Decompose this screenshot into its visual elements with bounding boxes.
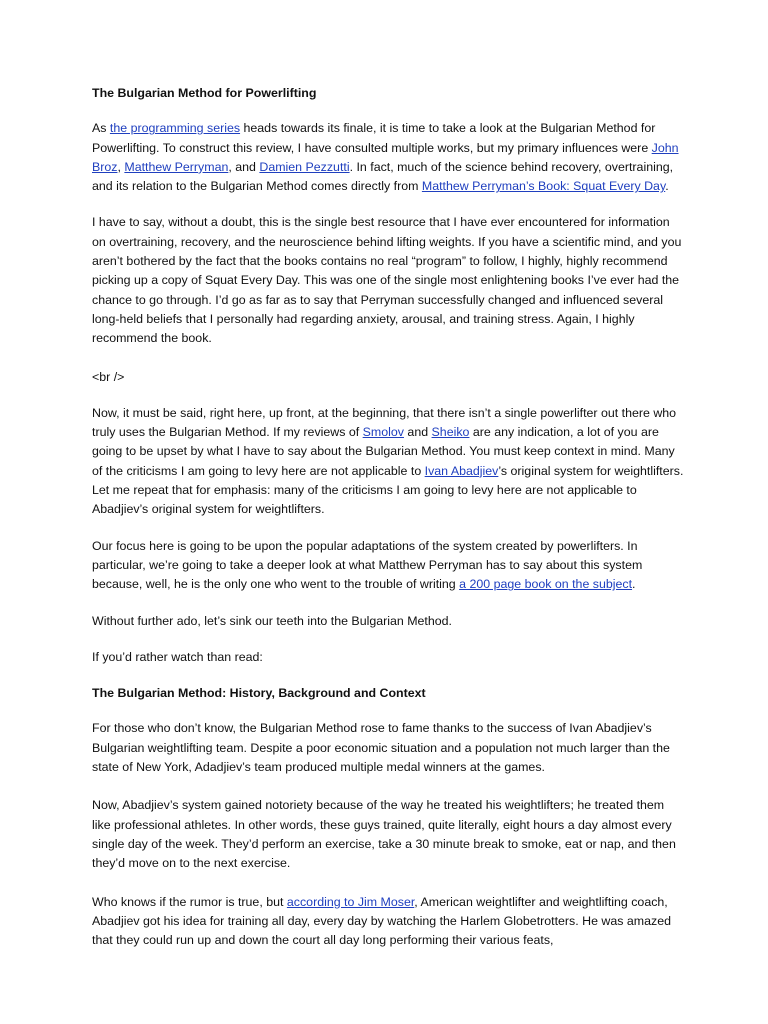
paragraph-focus xyxy=(92,537,686,595)
squat-every-day-link[interactable]: Matthew Perryman’s Book: Squat Every Day xyxy=(421,179,666,194)
text-span: are any indication, a lot of you are going to be upset by what I have to say about the Bulgarian Method. You must keep context in mind. Many of the criticisms I am going to levy here are not applicable to xyxy=(92,425,675,478)
article-title: The Bulgarian Method for Powerlifting xyxy=(92,86,317,100)
text-span: Our focus here is going to be upon the popular adaptations of the system created by powerlifters. In particular, we’re going to take a deeper look at what Matthew Perryman has to say about this system because, well, he is the only one who went to the trouble of writing xyxy=(92,538,643,592)
book-on-subject-link[interactable]: a 200 page book on the subject xyxy=(459,577,633,592)
paragraph-history: For those who don’t know, the Bulgarian Method rose to fame thanks to the success of Ivan Abadjiev’s Bulgarian weightlifting team. Despite a poor economic situation and a population not much larger than the state of New York, Adadjiev’s team produced multiple medal winners at the games. xyxy=(92,721,670,775)
literal-br-text: <br /> xyxy=(92,369,125,384)
text-span: Now, it must be said, right here, up front, at the beginning, that there isn’t a single powerlifter out there who truly uses the Bulgarian Method. If my reviews of xyxy=(92,405,677,440)
paragraph-disclaimer xyxy=(92,404,686,520)
document-page xyxy=(92,84,686,967)
paragraph-transition: Without further ado, let’s sink our teeth into the Bulgarian Method. xyxy=(92,613,452,628)
paragraph-book-review: I have to say, without a doubt, this is the single best resource that I have ever encountered for information on overtraining, recovery, and the neuroscience behind lifting weights. If you have a scientific mind, and you aren’t bothered by the fact that the books contains no real “program” to follow, I highly, highly recommend picking up a copy of Squat Every Day. This was one of the single most enlightening books I’ve ever had the chance to go through. I’d go as far as to say that Perryman successfully changed and influenced several long-held beliefs that I personally had regarding anxiety, arousal, and training stress. Again, I highly recommend the book. xyxy=(92,215,682,346)
paragraph-intro xyxy=(92,119,686,196)
text-span: . xyxy=(665,179,669,194)
text-span: , and xyxy=(228,159,260,174)
text-span: heads towards its finale, it is time to take a look at the Bulgarian Method for Powerlifting. To construct this review, I have consulted multiple works, but my primary influences were xyxy=(92,121,656,155)
text-span: As xyxy=(92,121,110,136)
text-span: ’s original system for weightlifters. Let me repeat that for emphasis: many of the criticisms I am going to levy here are not applicable to Abadjiev’s original system for weightlifters. xyxy=(92,463,684,517)
jim-moser-link[interactable]: according to Jim Moser xyxy=(286,894,415,909)
text-span: , xyxy=(117,159,125,174)
john-broz-link[interactable]: John Broz xyxy=(92,140,679,174)
ivan-abadjiev-link[interactable]: Ivan Abadjiev xyxy=(424,463,499,478)
paragraph-training: Now, Abadjiev’s system gained notoriety because of the way he treated his weightlifters; he treated them like professional athletes. In other words, these guys trained, quite literally, eight hours a day almost every single day of the week. They’d perform an exercise, take a 30 minute break to smoke, eat or nap, and then they’d move on to the next exercise. xyxy=(92,798,676,871)
text-span: Who knows if the rumor is true, but xyxy=(92,894,287,909)
text-span: . In fact, much of the science behind recovery, overtraining, and its relation to the Bulgarian Method comes directly from xyxy=(92,159,674,194)
paragraph-watch: If you’d rather watch than read: xyxy=(92,649,263,664)
text-span: . xyxy=(632,577,636,592)
smolov-link[interactable]: Smolov xyxy=(362,425,404,440)
paragraph-rumor xyxy=(92,893,686,951)
programming-series-link[interactable]: the programming series xyxy=(109,121,241,136)
section-heading: The Bulgarian Method: History, Background and Context xyxy=(92,686,426,701)
text-span: and xyxy=(403,425,432,440)
matthew-perryman-link[interactable]: Matthew Perryman xyxy=(124,159,229,174)
sheiko-link[interactable]: Sheiko xyxy=(431,425,470,440)
damien-pezzutti-link[interactable]: Damien Pezzutti xyxy=(259,159,350,174)
text-span: , American weightlifter and weightlifting coach, Abadjiev got his idea for training all day, every day by watching the Harlem Globetrotters. He was amazed that they could run up and down the court all day long performing their various feats, xyxy=(92,894,671,948)
